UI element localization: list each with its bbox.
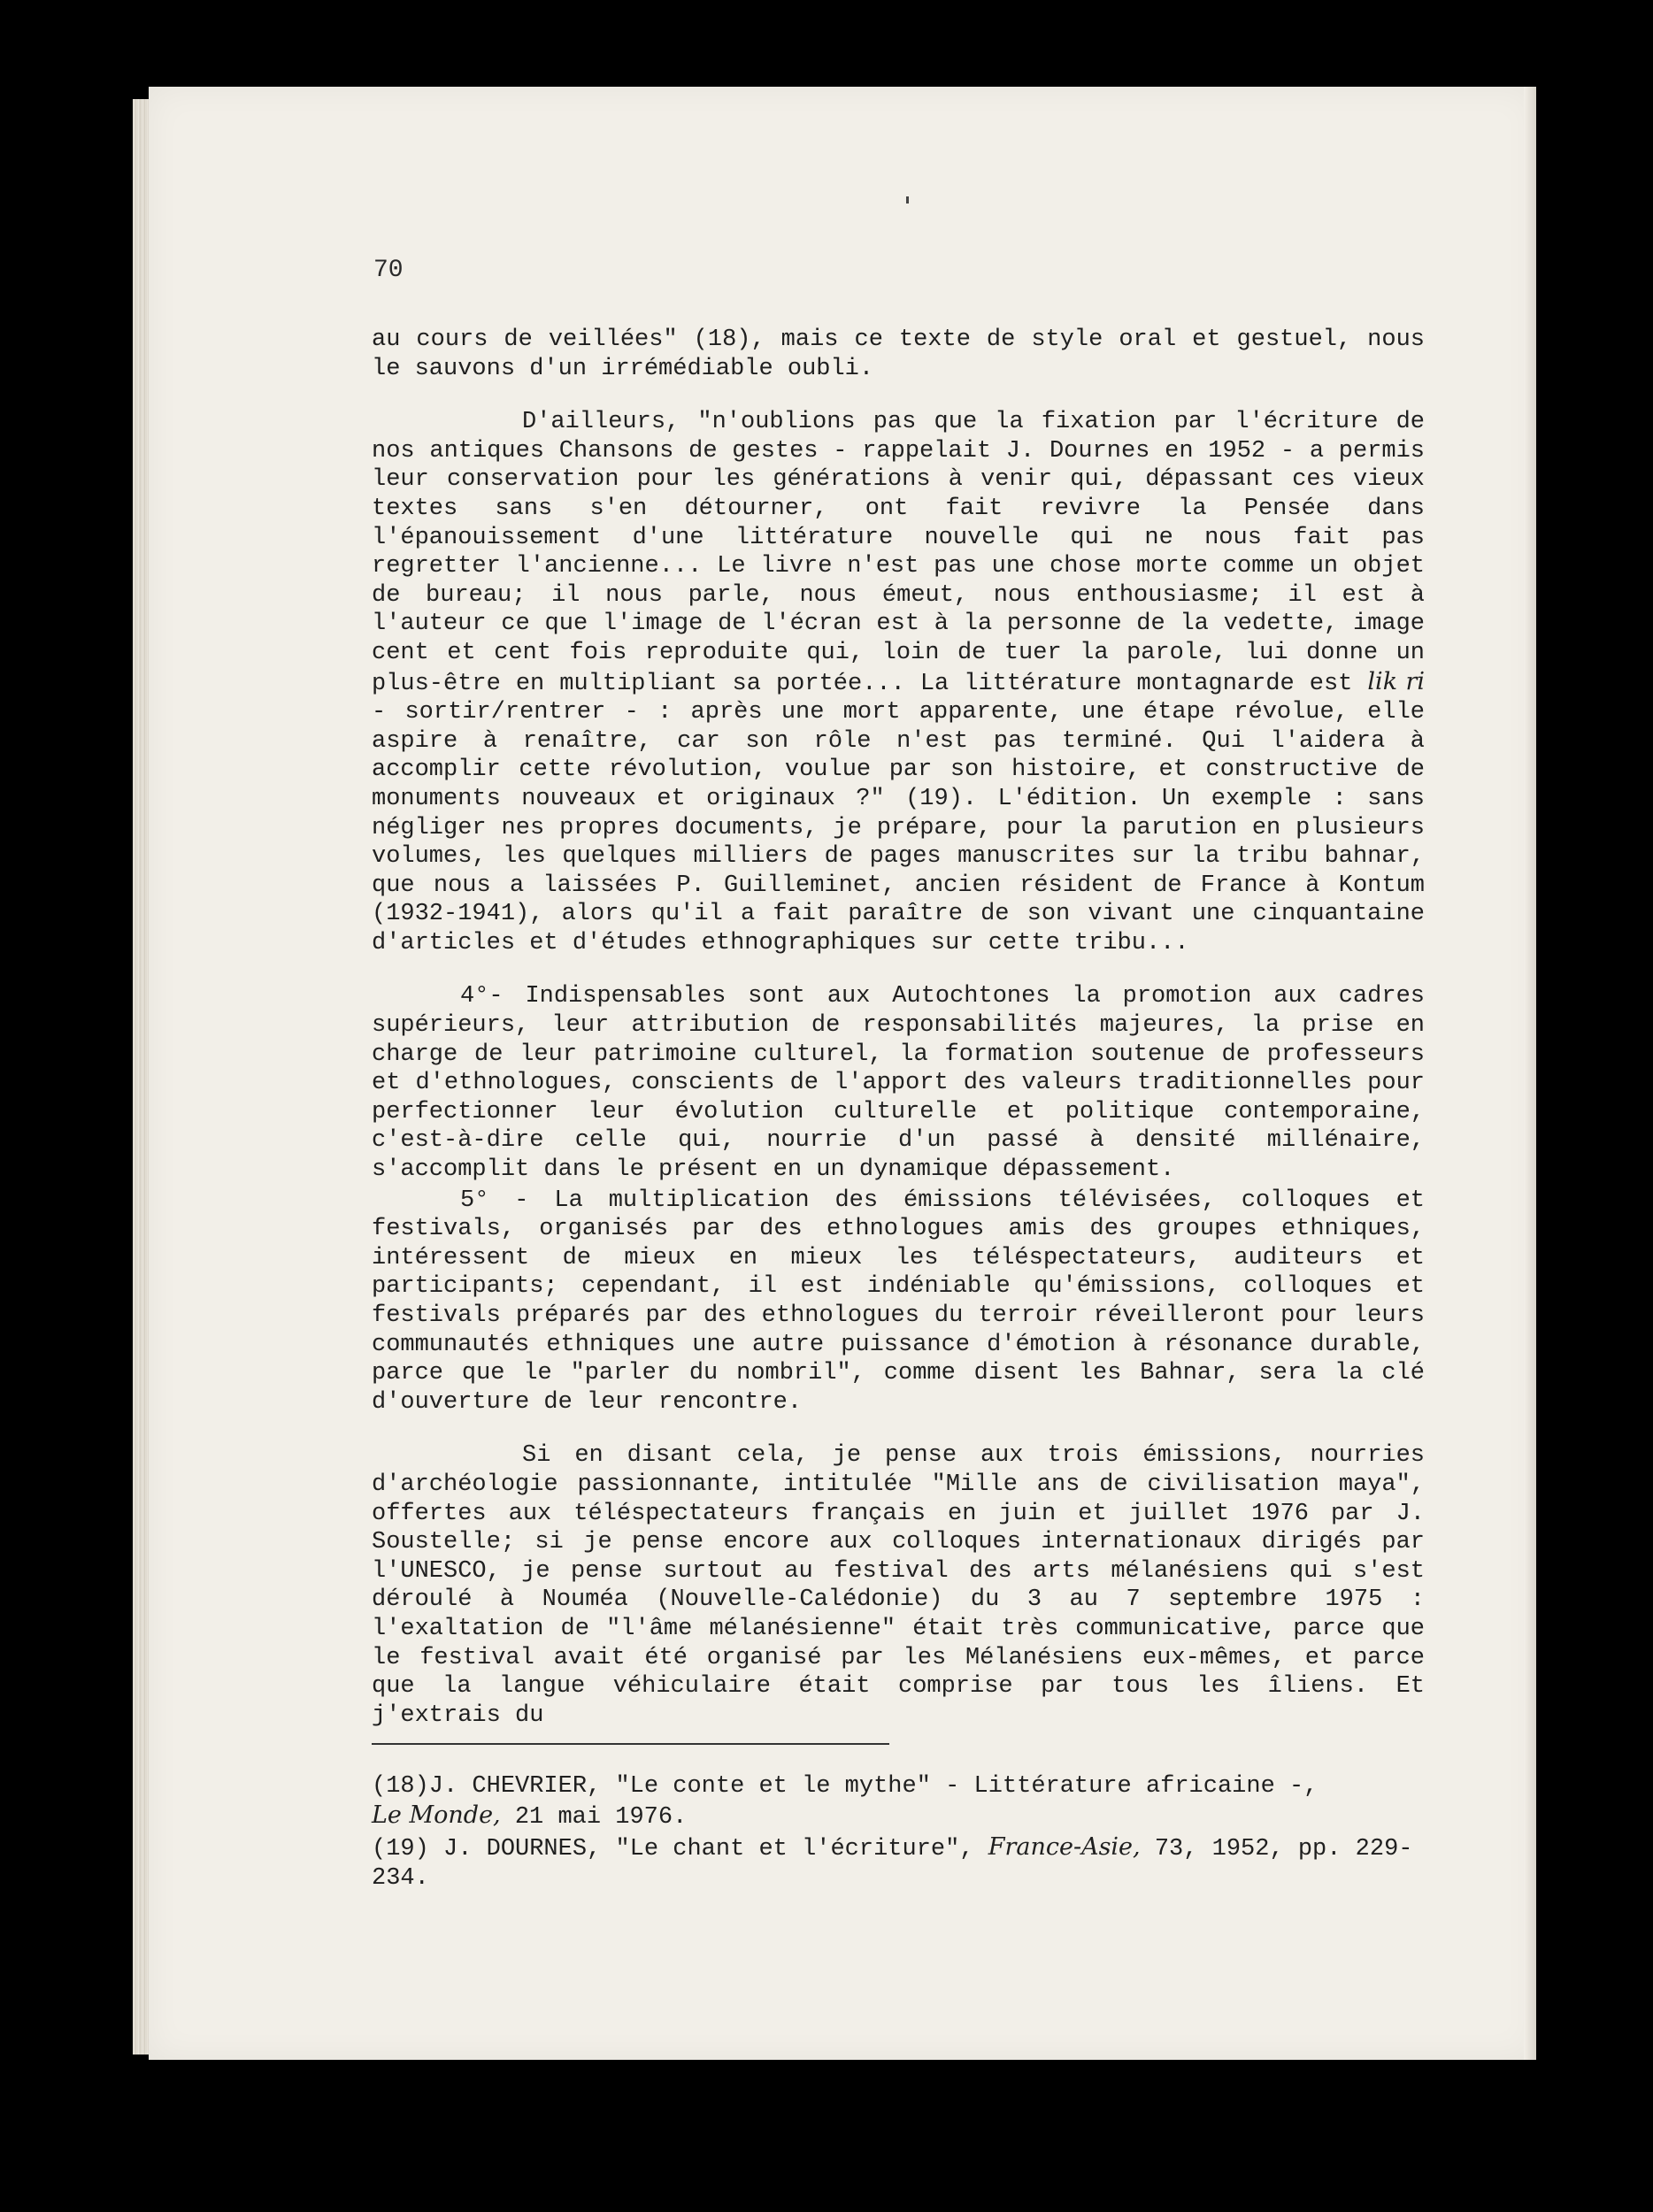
body-text	[372, 326, 1425, 1730]
footnote-18-italic: Le Monde,	[372, 1801, 501, 1829]
footnote-19-part-b: 73, 1952, pp. 229-234.	[372, 1836, 1413, 1892]
footnote-19-italic: France-Asie,	[988, 1833, 1141, 1862]
paragraph-5: Si en disant cela, je pense aux trois émissions, nourries d'archéologie passionnante, intitulée "Mille ans de civilisation maya", offertes aux téléspectateurs français en juin et juillet 1976 par J. Soustelle; si je pense encore aux colloques internationaux dirigés par l'UNESCO, je pense surtout au festival des arts mélanésiens qui s'est déroulé à Nouméa (Nouvelle-Calédonie) du 3 au 7 septembre 1975 : l'exaltation de "l'âme mélanésienne" était très communicative, parce que le festival avait été organisé par les Mélanésiens eux-mêmes, et parce que la langue véhiculaire était comprise par tous les îliens. Et j'extrais du	[372, 1442, 1425, 1729]
paragraph-2-italic: lik ri	[1367, 667, 1426, 695]
footnotes	[372, 1772, 1425, 1894]
footnote-18-part-a: (18)J. CHEVRIER, "Le conte et le mythe" - Littérature africaine -,	[372, 1773, 1319, 1800]
footnote-divider	[372, 1743, 889, 1745]
page-number: 70	[373, 257, 404, 284]
footnote-19-part-a: (19) J. DOURNES, "Le chant et l'écriture",	[372, 1836, 974, 1863]
paragraph-4: 5° - La multiplication des émissions télévisées, colloques et festivals, organisés par des ethnologues amis des groupes ethniques, intéressent de mieux en mieux les téléspectateurs, auditeurs et participants; cependant, il est indéniable qu'émissions, colloques et festivals préparés par des ethnologues du terroir réveilleront pour leurs communautés ethniques une autre puissance d'émotion à résonance durable, parce que le "parler du nombril", comme disent les Bahnar, sera la clé d'ouverture de leur rencontre.	[372, 1187, 1425, 1416]
paragraph-2-part-a: D'ailleurs, "n'oublions pas que la fixation par l'écriture de nos antiques Chansons de gestes - rappelait J. Dournes en 1952 - a permis leur conservation pour les générations à venir qui, dépassant ces vieux textes sans s'en détourner, ont fait revivre la Pensée dans l'épanouissement d'une littérature nouvelle qui ne nous fait pas regretter l'ancienne... Le livre n'est pas une chose morte comme un objet de bureau; il nous parle, nous émeut, nous enthousiasme; il est à l'auteur ce que l'image de l'écran est à la personne de la vedette, image cent et cent fois reproduite qui, loin de tuer la parole, lui donne un plus-être en multipliant sa portée... La littérature montagnarde est	[372, 409, 1425, 697]
footnote-18	[372, 1772, 1425, 1832]
paragraph-1: au cours de veillées" (18), mais ce texte de style oral et gestuel, nous le sauvons d'un irrémédiable oubli.	[372, 326, 1425, 382]
footnote-19	[372, 1833, 1425, 1893]
paragraph-2-part-b: - sortir/rentrer - : après une mort apparente, une étape révolue, elle aspire à renaître, car son rôle n'est pas terminé. Qui l'aidera à accomplir cette révolution, voulue par son histoire, et constructive de monuments nouveaux et originaux ?" (19). L'édition. Un exemple : sans négliger nes propres documents, je prépare, pour la parution en plusieurs volumes, les quelques milliers de pages manuscrites sur la tribu bahnar, que nous a laissées P. Guilleminet, ancien résident de France à Kontum (1932-1941), alors qu'il a fait paraître de son vivant une cinquantaine d'articles et d'études ethnographiques sur cette tribu...	[372, 699, 1425, 956]
page-gutter	[1524, 87, 1536, 2060]
paragraph-2	[372, 408, 1425, 957]
ink-mark	[906, 196, 909, 204]
footnote-18-part-b: 21 mai 1976.	[514, 1803, 688, 1831]
paragraph-3: 4°- Indispensables sont aux Autochtones la promotion aux cadres supérieurs, leur attribution de responsabilités majeures, la prise en charge de leur patrimoine culturel, la formation soutenue de professeurs et d'ethnologues, conscients de l'apport des valeurs traditionnelles pour perfectionner leur évolution culturelle et politique contemporaine, c'est-à-dire celle qui, nourrie d'un passé à densité millénaire, s'accomplit dans le présent en un dynamique dépassement.	[372, 983, 1425, 1184]
